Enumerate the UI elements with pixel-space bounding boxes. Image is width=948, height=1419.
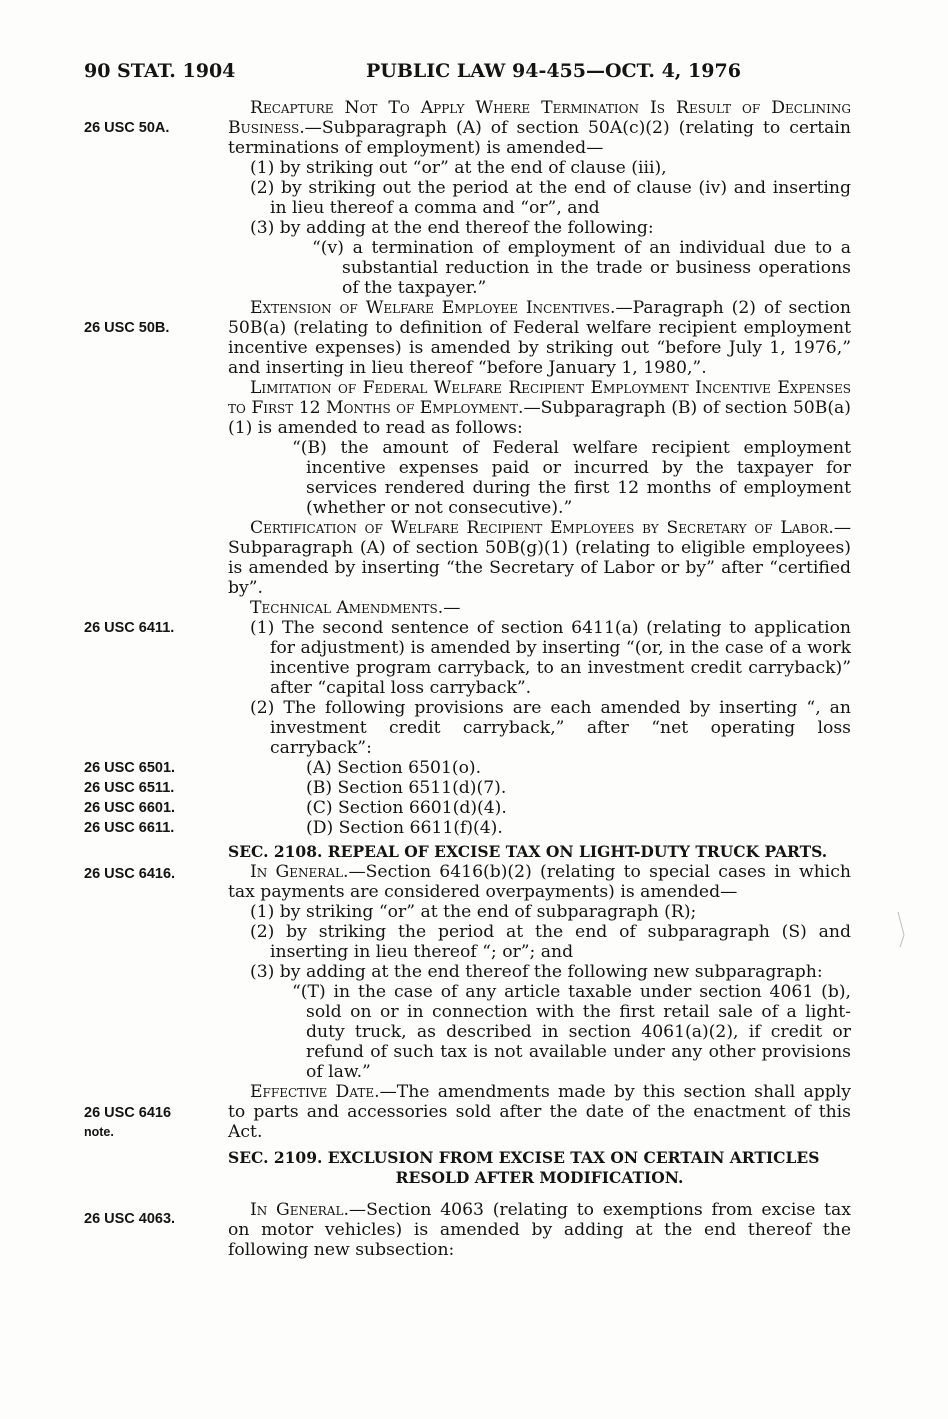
subsection-d [228, 298, 851, 378]
clause: (1) by striking out “or” at the end of clause (iii), [250, 158, 667, 178]
margin-note: 26 USC 50B. [84, 320, 170, 336]
subsection-heading: In General. [250, 862, 349, 882]
body-text [228, 98, 851, 1260]
clause: (3) by adding at the end thereof the following new subparagraph: [250, 962, 823, 982]
stray-mark [900, 935, 904, 947]
subsection-c [228, 98, 851, 158]
subsection-a-2109 [228, 1200, 851, 1260]
subsection-g [228, 598, 851, 618]
subsection-e [228, 378, 851, 438]
margin-note: 26 USC 6416 [84, 1105, 172, 1121]
public-law-title: PUBLIC LAW 94-455—OCT. 4, 1976 [366, 60, 741, 82]
subsection-heading: Extension of Welfare Employee Incentives. [250, 298, 616, 318]
subsection-heading: Recapture Not To Apply Where Termination Is Result of Declining Business. [228, 98, 851, 138]
subsection-heading: In General. [250, 1200, 349, 1220]
subsection-heading: Certification of Welfare Recipient Employees by Secretary of Labor. [250, 518, 834, 538]
subsection-text: —Section 4063 (relating to exemptions from excise tax on motor vehicles) is amended by adding at the end thereof the following new subsection: [228, 1200, 851, 1260]
clause: (C) Section 6601(d)(4). [306, 798, 507, 818]
section-heading-2108: SEC. 2108. REPEAL OF EXCISE TAX ON LIGHT-DUTY TRUCK PARTS. [228, 842, 828, 861]
inserted-text: “(v) a termination of employment of an individual due to a substantial reduction in the trade or business operations of the taxpayer.” [312, 238, 851, 298]
section-heading-2109-cont: RESOLD AFTER MODIFICATION. [395, 1168, 684, 1187]
clause: (D) Section 6611(f)(4). [306, 818, 503, 838]
subsection-text: —Subparagraph (B) of section 50B(a)(1) is amended to read as follows: [228, 398, 851, 438]
subsection-text: —Paragraph (2) of section 50B(a) (relating to definition of Federal welfare recipient employment incentive expenses) is amended by striking out “before July 1, 1976,” and inserting in lieu thereof “before January 1, 1980,”. [228, 298, 851, 378]
subsection-text: —Subparagraph (A) of section 50B(g)(1) (relating to eligible employees) is amended by inserting “the Secretary of Labor or by” after “certified by”. [228, 518, 851, 598]
subsection-heading: Technical Amendments. [250, 598, 444, 618]
clause: (1) by striking “or” at the end of subparagraph (R); [250, 902, 697, 922]
dash: — [443, 598, 461, 618]
subsection-text: —Section 6416(b)(2) (relating to special cases in which tax payments are considered overpayments) is amended— [228, 862, 851, 902]
clause: (2) The following provisions are each amended by inserting “, an investment credit carryback,” after “net operating loss carryback”: [250, 698, 851, 758]
margin-note: 26 USC 6601. [84, 800, 176, 816]
section-heading-2109: SEC. 2109. EXCLUSION FROM EXCISE TAX ON CERTAIN ARTICLES [228, 1148, 820, 1167]
subsection-heading: Limitation of Federal Welfare Recipient Employment Incentive Expenses to First 12 Months of Employment. [228, 378, 851, 418]
stat-page-number: 90 STAT. 1904 [84, 60, 236, 82]
subsection-a [228, 862, 851, 902]
margin-note: 26 USC 50A. [84, 120, 170, 136]
subsection-heading: Effective Date. [250, 1082, 380, 1102]
stray-mark [898, 912, 904, 935]
inserted-text: “(T) in the case of any article taxable under section 4061 (b), sold on or in connection with the first retail sale of a light-duty truck, as described in section 4061(a)(2), if credit or refund of such tax is not available under any other provisions of law.” [292, 982, 851, 1082]
clause: (3) by adding at the end thereof the following: [250, 218, 654, 238]
subsection-f [228, 518, 851, 598]
margin-note: 26 USC 6611. [84, 820, 175, 836]
margin-note: 26 USC 6501. [84, 760, 176, 776]
margin-note: note. [84, 1125, 114, 1139]
subsection-text: —The amendments made by this section shall apply to parts and accessories sold after the date of the enactment of this Act. [228, 1082, 851, 1142]
margin-note: 26 USC 4063. [84, 1211, 176, 1227]
subsection-text: —Subparagraph (A) of section 50A(c)(2) (relating to certain terminations of employment) is amended— [228, 118, 851, 158]
clause: (2) by striking out the period at the end of clause (iv) and inserting in lieu thereof a comma and “or”, and [250, 178, 851, 218]
margin-note: 26 USC 6416. [84, 866, 176, 882]
clause: (1) The second sentence of section 6411(a) (relating to application for adjustment) is amended by inserting “(or, in the case of a work incentive program carryback, to an investment credit carryback)” after “capital loss carryback”. [250, 618, 851, 698]
margin-note: 26 USC 6411. [84, 620, 175, 636]
page-header [84, 60, 864, 88]
subsection-b [228, 1082, 851, 1142]
inserted-text: “(B) the amount of Federal welfare recipient employment incentive expenses paid or incurred by the taxpayer for services rendered during the first 12 months of employment (whether or not consecutive).” [292, 438, 851, 518]
clause: (B) Section 6511(d)(7). [306, 778, 507, 798]
margin-note: 26 USC 6511. [84, 780, 175, 796]
clause: (A) Section 6501(o). [306, 758, 482, 778]
clause: (2) by striking the period at the end of subparagraph (S) and inserting in lieu thereof “; or”; and [250, 922, 851, 962]
